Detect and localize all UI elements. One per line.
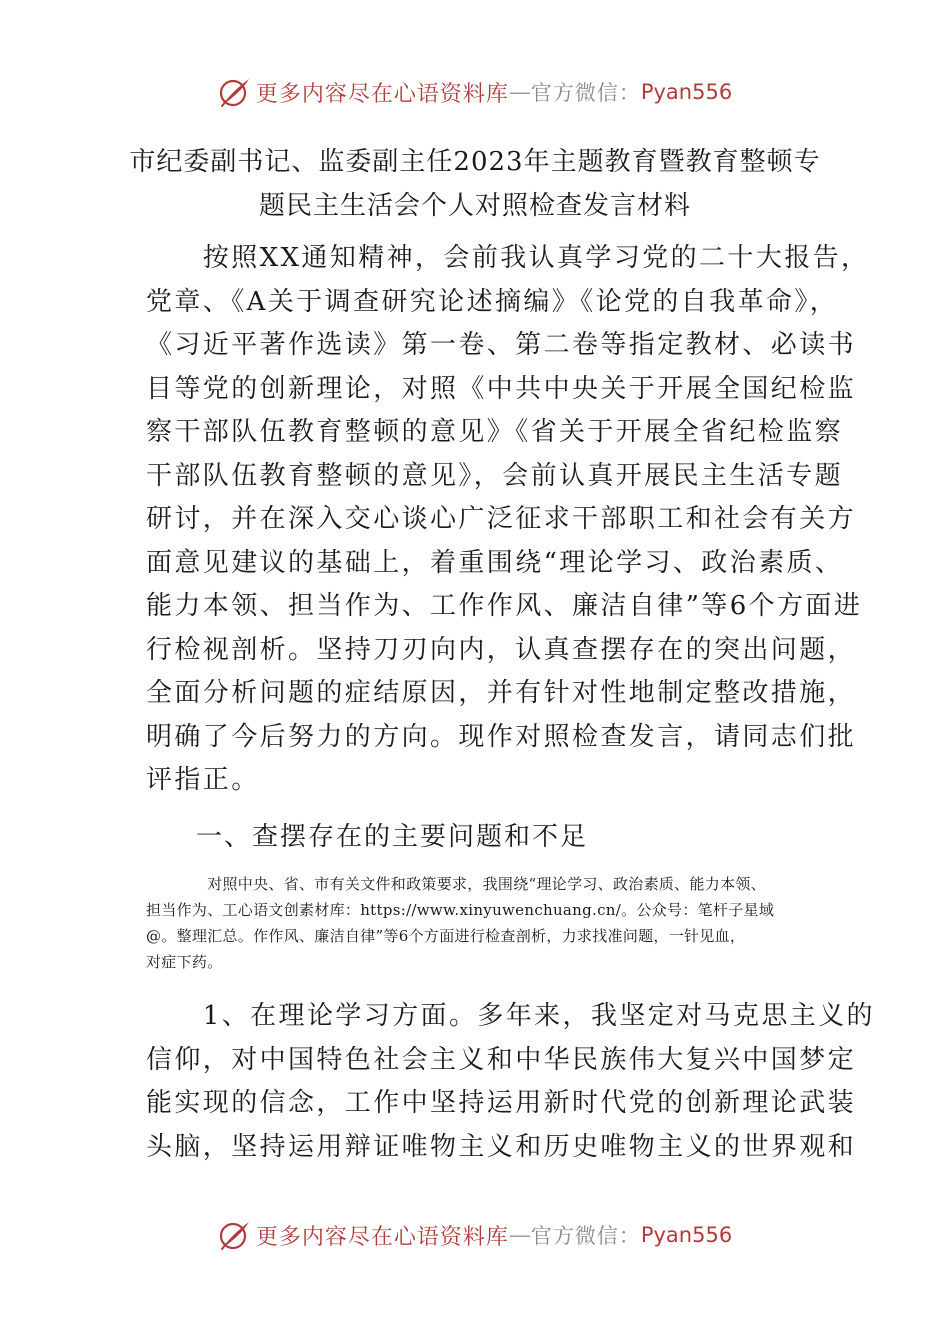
- banner-wechat-id: Pyan556: [640, 80, 733, 104]
- text-line: 行检视剖析。坚持刀刃向内，认真查摆存在的突出问题，: [146, 634, 857, 665]
- text-line: 评指正。: [146, 765, 260, 795]
- text-line: 察干部队伍教育整顿的意见》《省关于开展全省纪检监察: [146, 417, 844, 447]
- banner-label: 官方微信：: [530, 1224, 641, 1248]
- header-banner: [0, 72, 950, 112]
- text-line: 党章、《A关于调查研究论述摘编》《论党的自我革命》，: [146, 286, 839, 317]
- title-line-1: 市纪委副书记、监委副主任2023年主题教育暨教育整顿专: [129, 147, 821, 177]
- banner-dash: —: [508, 1222, 531, 1248]
- text-line: 信仰，对中国特色社会主义和中华民族伟大复兴中国梦定: [146, 1044, 857, 1075]
- text-line: 面意见建议的基础上，着重围绕“理论学习、政治素质、: [146, 547, 844, 578]
- small-text-line: 对症下药。: [146, 953, 223, 971]
- banner-wechat-id: Pyan556: [640, 1223, 733, 1247]
- banner-main-text: 更多内容尽在心语资料库: [255, 1224, 509, 1250]
- small-text-line: 对照中央、省、市有关文件和政策要求，我围绕“理论学习、政治素质、能力本领、: [146, 875, 766, 893]
- text-line: 干部队伍教育整顿的意见》，会前认真开展民主生活专题: [146, 460, 844, 491]
- document-title: [100, 140, 850, 228]
- title-line-2: 题民主生活会个人对照检查发言材料: [258, 191, 691, 221]
- quill-logo-icon: [218, 1218, 252, 1252]
- text-line: 研讨，并在深入交心谈心广泛征求干部职工和社会有关方: [146, 504, 857, 534]
- text-line: 按照XX通知精神，会前我认真学习党的二十大报告，: [146, 243, 870, 273]
- intro-paragraph: [146, 237, 870, 803]
- text-line: 能实现的信念，工作中坚持运用新时代党的创新理论武装: [146, 1088, 857, 1118]
- small-text-line: @。整理汇总。作作风、廉洁自律”等6个方面进行检查剖析，力求找准问题，一针见血，: [146, 927, 746, 945]
- section-heading: 一、查摆存在的主要问题和不足: [196, 822, 589, 852]
- text-line: 明确了今后努力的方向。现作对照检查发言，请同志们批: [146, 721, 857, 752]
- text-line: 1、在理论学习方面。多年来，我坚定对马克思主义的: [146, 1001, 875, 1031]
- text-line: 全面分析问题的症结原因，并有针对性地制定整改措施，: [146, 678, 857, 708]
- banner-label: 官方微信：: [530, 81, 641, 105]
- small-paragraph: [146, 871, 826, 975]
- theory-study-paragraph: [146, 995, 875, 1169]
- small-text-line: 担当作为、工心语文创素材库：https://www.xinyuwenchuang.cn/。公众号：笔杆子星域: [146, 901, 775, 919]
- banner-main-text: 更多内容尽在心语资料库: [255, 81, 509, 107]
- quill-logo-icon: [218, 75, 252, 109]
- banner-dash: —: [508, 79, 531, 105]
- text-line: 能力本领、担当作为、工作作风、廉洁自律”等6个方面进: [146, 591, 863, 621]
- footer-banner: [0, 1215, 950, 1255]
- text-line: 头脑，坚持运用辩证唯物主义和历史唯物主义的世界观和: [146, 1131, 857, 1162]
- text-line: 目等党的创新理论，对照《中共中央关于开展全国纪检监: [146, 373, 857, 404]
- text-line: 《习近平著作选读》第一卷、第二卷等指定教材、必读书: [146, 330, 857, 360]
